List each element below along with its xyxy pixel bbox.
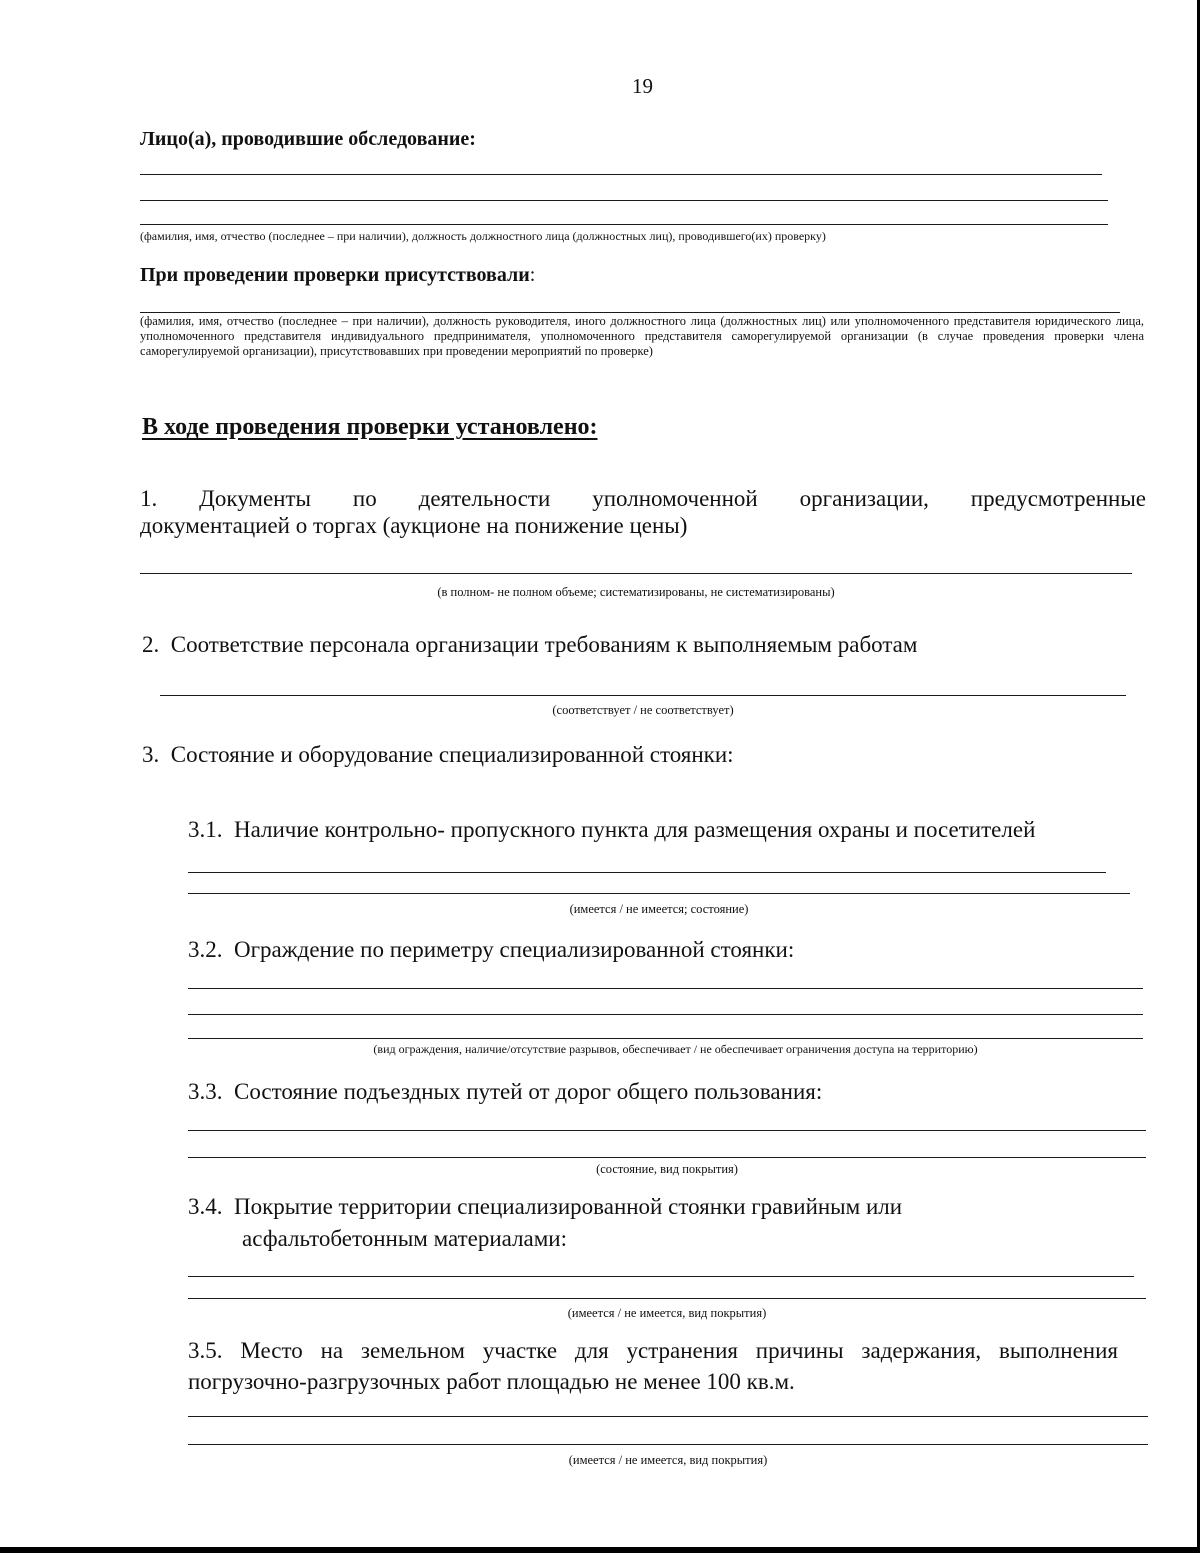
item2-number: 2. bbox=[142, 632, 160, 657]
item3-2-caption: (вид ограждения, наличие/отсутствие разрывов, обеспечивает / не обеспечивает ограничения доступа на территорию) bbox=[373, 1042, 978, 1056]
item3-2-number: 3.2. bbox=[188, 937, 223, 962]
item3-2 bbox=[188, 936, 794, 964]
item3-1-number: 3.1. bbox=[188, 817, 223, 842]
item3-1-answer-line-2[interactable] bbox=[188, 893, 1130, 894]
item3-5-caption: (имеется / не имеется, вид покрытия) bbox=[568, 1453, 768, 1467]
item3-3-text: Состояние подъездных путей от дорог общего пользования: bbox=[234, 1079, 823, 1104]
item3-4-number: 3.4. bbox=[188, 1194, 223, 1219]
item3-1-text: Наличие контрольно- пропускного пункта для размещения охраны и посетителей bbox=[234, 817, 1036, 842]
item3-3 bbox=[188, 1078, 822, 1106]
inspectors-line-3[interactable] bbox=[140, 224, 1108, 225]
item3-2-answer-line-3[interactable] bbox=[188, 1038, 1143, 1039]
inspectors-caption: (фамилия, имя, отчество (последнее – при наличии), должность должностного лица (должностных лиц), проводившего(их) проверку) bbox=[140, 229, 826, 243]
item3-2-answer-line-2[interactable] bbox=[188, 1014, 1143, 1015]
item3-5-line2: погрузочно-разгрузочных работ площадью не менее 100 кв.м. bbox=[188, 1369, 795, 1394]
item1-caption: (в полном- не полном объеме; систематизированы, не систематизированы) bbox=[437, 585, 835, 599]
item3-1-answer-line-1[interactable] bbox=[188, 872, 1106, 873]
item3-4-answer-line-2[interactable] bbox=[188, 1298, 1146, 1299]
item3-5-answer-line-2[interactable] bbox=[188, 1444, 1148, 1445]
item3-2-text: Ограждение по периметру специализированной стоянки: bbox=[234, 937, 795, 962]
present-caption: (фамилия, имя, отчество (последнее – при наличии), должность руководителя, иного должностного лица (должностных лиц) или уполномоченного представителя юридического лица, уполномоченного представителя индивидуального предпринимателя, уполномоченного представителя саморегулируемой организации (в случае проведения проверки члена саморегулируемой организации), присутствовавших при проведении мероприятий по проверке) bbox=[140, 314, 1144, 358]
item3-3-caption: (состояние, вид покрытия) bbox=[596, 1162, 738, 1176]
item3 bbox=[142, 741, 734, 769]
item3-3-answer-line-2[interactable] bbox=[188, 1157, 1146, 1158]
present-heading bbox=[140, 264, 535, 287]
item3-1-caption: (имеется / не имеется; состояние) bbox=[569, 902, 749, 916]
item3-4 bbox=[188, 1193, 902, 1221]
item1-answer-line[interactable] bbox=[140, 573, 1132, 574]
item2 bbox=[142, 631, 917, 659]
present-heading-text: При проведении проверки присутствовали bbox=[140, 264, 530, 286]
item3-2-answer-line-1[interactable] bbox=[188, 988, 1143, 989]
present-heading-colon: : bbox=[529, 264, 536, 286]
item3-4-line2: асфальтобетонным материалами: bbox=[242, 1226, 568, 1251]
item3-4-line1: Покрытие территории специализированной стоянки гравийным или bbox=[234, 1194, 903, 1219]
item1-line2: документацией о торгах (аукционе на понижение цены) bbox=[140, 513, 688, 538]
inspectors-heading: Лицо(а), проводившие обследование: bbox=[140, 128, 476, 150]
inspectors-line-2[interactable] bbox=[140, 200, 1108, 201]
item3-number: 3. bbox=[142, 742, 160, 767]
item3-4-answer-line-1[interactable] bbox=[188, 1276, 1134, 1277]
item3-4-caption: (имеется / не имеется, вид покрытия) bbox=[567, 1306, 767, 1320]
item3-3-number: 3.3. bbox=[188, 1079, 223, 1104]
findings-heading: В ходе проведения проверки установлено: bbox=[142, 414, 598, 440]
item3-5-answer-line-1[interactable] bbox=[188, 1416, 1148, 1417]
item3-1 bbox=[188, 816, 1035, 844]
item2-answer-line[interactable] bbox=[160, 695, 1126, 696]
page-number: 19 bbox=[632, 74, 653, 98]
item3-5-line1: 3.5. Место на земельном участке для устранения причины задержания, выполнения bbox=[188, 1338, 1118, 1363]
item2-text: Соответствие персонала организации требованиям к выполняемым работам bbox=[170, 632, 918, 657]
item3-3-answer-line-1[interactable] bbox=[188, 1130, 1146, 1131]
item3-text: Состояние и оборудование специализированной стоянки: bbox=[170, 742, 734, 767]
item1-line1: 1. Документы по деятельности уполномоченной организации, предусмотренные bbox=[140, 486, 1146, 511]
inspectors-line-1[interactable] bbox=[140, 174, 1102, 175]
present-line[interactable] bbox=[140, 312, 1120, 313]
scan-border-bottom bbox=[0, 1547, 1200, 1553]
item2-caption: (соответствует / не соответствует) bbox=[552, 703, 734, 717]
